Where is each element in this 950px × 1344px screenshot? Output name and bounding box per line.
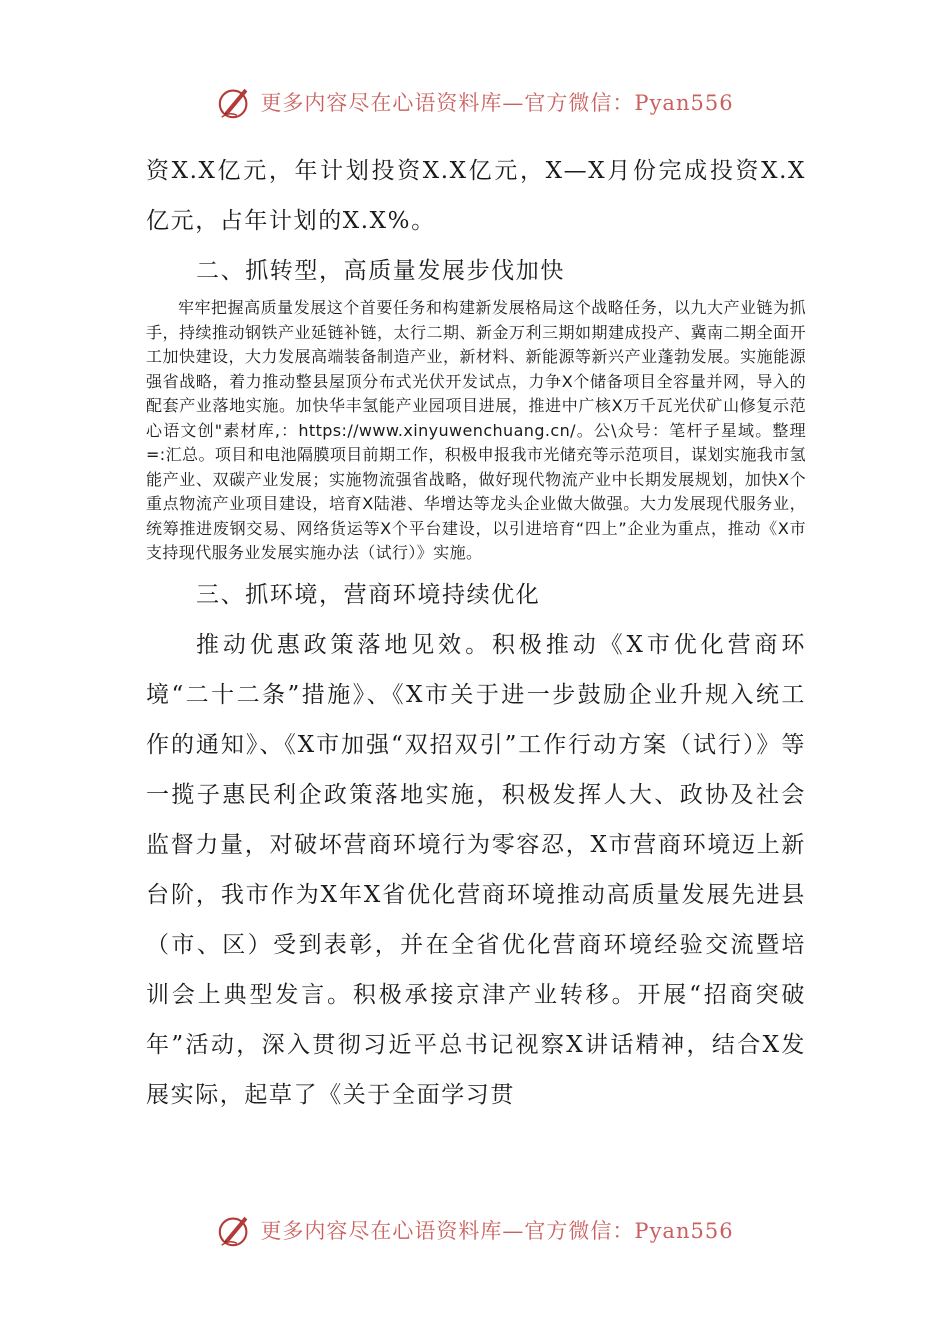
footer-banner [0,1208,950,1252]
paragraph-1: 资X.X亿元，年计划投资X.X亿元，X—X月份完成投资X.X亿元，占年计划的X.X%。 [146,158,806,234]
section-heading-3: 三、抓环境，营商环境持续优化 [196,581,541,608]
document-body [146,146,806,1120]
header-banner [0,80,950,124]
banner-text: 更多内容尽在心语资料库—官方微信：Pyan556 [260,1219,734,1243]
paragraph-3: 推动优惠政策落地见效。积极推动《X市优化营商环境“二十二条”措施》、《X市关于进一步鼓励企业升规入统工作的通知》、《X市加强“双招双引”工作行动方案（试行）》等一揽子惠民利企政策落地实施，积极发挥人大、政协及社会监督力量，对破坏营商环境行为零容忍，X市营商环境迈上新台阶，我市作为X年X省优化营商环境推动高质量发展先进县（市、区）受到表彰，并在全省优化营商环境经验交流暨培训会上典型发言。积极承接京津产业转移。开展“招商突破年”活动，深入贯彻习近平总书记视察X讲话精神，结合X发展实际，起草了《关于全面学习贯 [146,631,806,1108]
banner-text: 更多内容尽在心语资料库—官方微信：Pyan556 [260,91,734,115]
quill-pen-logo-icon [216,1211,254,1249]
section-heading-2: 二、抓转型，高质量发展步伐加快 [196,258,565,284]
paragraph-2: 牢牢把握高质量发展这个首要任务和构建新发展格局这个战略任务，以九大产业链为抓手，持续推动钢铁产业延链补链，太行二期、新金万利三期如期建成投产、冀南二期全面开工加快建设，大力发展高端装备制造产业，新材料、新能源等新兴产业蓬勃发展。实施能源强省战略，着力推动整县屋顶分布式光伏开发试点，力争X个储备项目全容量并网，导入的配套产业落地实施。加快华丰氢能产业园项目进展，推进中广核X万千瓦光伏矿山修复示范心语文创"素材库,：https://www.xinyuwenchuang.cn/。公\众号：笔杆子星域。整理=:汇总。项目和电池隔膜项目前期工作，积极申报我市光储充等示范项目，谋划实施我市氢能产业、双碳产业发展；实施物流强省战略，做好现代物流产业中长期发展规划，加快X个重点物流产业项目建设，培育X陆港、华增达等龙头企业做大做强。大力发展现代服务业，统筹推进废钢交易、网络货运等X个平台建设，以引进培育“四上”企业为重点，推动《X市支持现代服务业发展实施办法（试行）》实施。 [146,298,806,562]
quill-pen-logo-icon [216,83,254,121]
